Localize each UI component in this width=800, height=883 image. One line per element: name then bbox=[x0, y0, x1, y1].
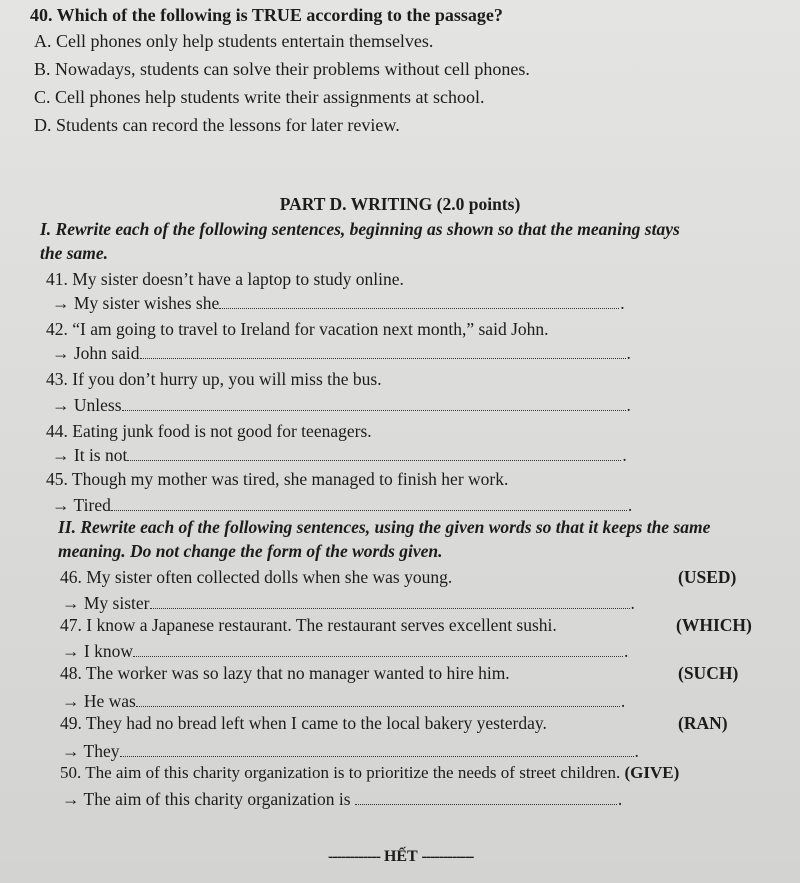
section-1-instruction: I. Rewrite each of the following sentences, beginning as shown so that the meaning stays bbox=[40, 219, 680, 239]
given-word-48: (SUCH) bbox=[678, 663, 739, 683]
question-49: 49. They had no bread left when I came to the local bakery yesterday. bbox=[60, 713, 547, 733]
answer-44-start: → It is not bbox=[52, 445, 128, 465]
given-word-50: (GIVE) bbox=[624, 763, 680, 782]
answer-41-blank[interactable] bbox=[219, 294, 619, 309]
question-48: 48. The worker was so lazy that no manager wanted to hire him. bbox=[60, 663, 510, 683]
answer-41: → My sister wishes she . bbox=[52, 293, 625, 313]
given-word-46: (USED) bbox=[678, 567, 737, 587]
answer-45: → Tired . bbox=[52, 495, 633, 515]
given-word-47: (WHICH) bbox=[676, 615, 752, 635]
question-50 bbox=[60, 762, 679, 784]
end-dashes-right: ------------ bbox=[421, 848, 474, 865]
section-1-instruction-cont: the same. bbox=[40, 243, 109, 263]
question-45: 45. Though my mother was tired, she managed to finish her work. bbox=[46, 469, 509, 489]
end-mark bbox=[328, 846, 473, 868]
answer-48-start: → He was bbox=[62, 691, 136, 711]
answer-49-start: → They bbox=[62, 741, 120, 761]
answer-43: → Unless . bbox=[52, 395, 631, 415]
answer-50-start: → The aim of this charity organization is bbox=[62, 789, 351, 809]
option-b: B. Nowadays, students can solve their problems without cell phones. bbox=[34, 59, 530, 79]
question-50-text: 50. The aim of this charity organization is to prioritize the needs of street children. bbox=[60, 763, 621, 782]
question-47: 47. I know a Japanese restaurant. The restaurant serves excellent sushi. bbox=[60, 615, 557, 635]
question-40-stem: 40. Which of the following is TRUE according to the passage? bbox=[30, 5, 503, 25]
answer-45-start: → Tired bbox=[52, 495, 111, 515]
question-43: 43. If you don’t hurry up, you will miss the bus. bbox=[46, 369, 382, 389]
answer-45-blank[interactable] bbox=[111, 496, 627, 511]
answer-42-blank[interactable] bbox=[140, 344, 626, 359]
question-42: 42. “I am going to travel to Ireland for vacation next month,” said John. bbox=[46, 319, 549, 339]
option-c: C. Cell phones help students write their assignments at school. bbox=[34, 87, 485, 107]
answer-41-start: → My sister wishes she bbox=[52, 293, 220, 313]
answer-50-blank[interactable] bbox=[355, 790, 617, 805]
answer-46-blank[interactable] bbox=[150, 594, 630, 609]
end-dashes-left: ------------ bbox=[328, 848, 380, 865]
option-d: D. Students can record the lessons for later review. bbox=[34, 115, 400, 135]
answer-46: → My sister . bbox=[62, 593, 635, 613]
given-word-49: (RAN) bbox=[678, 713, 728, 733]
answer-48: → He was . bbox=[62, 691, 626, 711]
answer-44: → It is not . bbox=[52, 445, 627, 465]
answer-44-blank[interactable] bbox=[127, 446, 621, 461]
answer-47-start: → I know bbox=[62, 641, 133, 661]
option-a: A. Cell phones only help students entertain themselves. bbox=[34, 31, 434, 51]
answer-47-blank[interactable] bbox=[133, 642, 623, 657]
part-d-title: PART D. WRITING (2.0 points) bbox=[279, 194, 521, 214]
question-44: 44. Eating junk food is not good for teenagers. bbox=[46, 421, 372, 441]
answer-49: → They . bbox=[62, 741, 639, 761]
end-text: HẾT bbox=[383, 848, 418, 865]
question-46: 46. My sister often collected dolls when she was young. bbox=[60, 567, 453, 587]
answer-42-start: → John said bbox=[52, 343, 140, 363]
answer-46-start: → My sister bbox=[62, 593, 150, 613]
question-41: 41. My sister doesn’t have a laptop to study online. bbox=[46, 269, 404, 289]
section-2-instruction: II. Rewrite each of the following sentences, using the given words so that it keeps the same bbox=[58, 517, 711, 537]
answer-49-blank[interactable] bbox=[120, 742, 634, 757]
answer-42: → John said . bbox=[52, 343, 631, 363]
section-2-instruction-cont: meaning. Do not change the form of the words given. bbox=[58, 541, 443, 561]
answer-43-blank[interactable] bbox=[122, 396, 626, 411]
answer-48-blank[interactable] bbox=[136, 692, 620, 707]
answer-43-start: → Unless bbox=[52, 395, 122, 415]
answer-47: → I know . bbox=[62, 641, 629, 661]
answer-50: → The aim of this charity organization is . bbox=[62, 789, 623, 809]
